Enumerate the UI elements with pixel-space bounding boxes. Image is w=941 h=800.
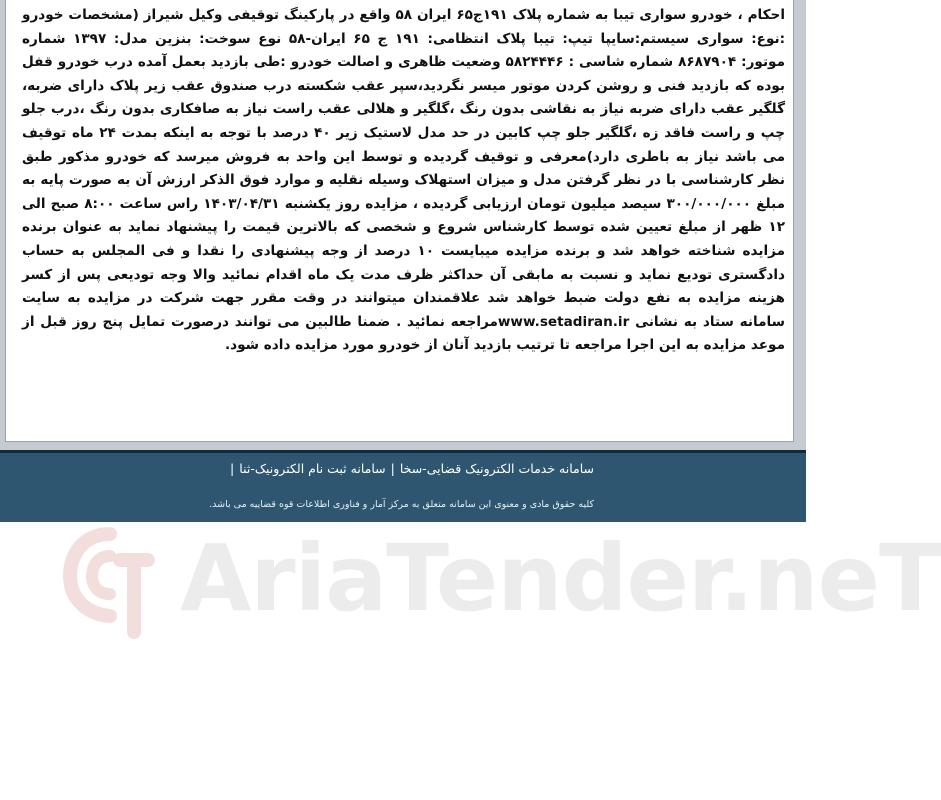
notice-text-part-2: مراجعه نمائید . ضمنا طالبین می توانند درصورت تمایل پنج روز قبل از موعد مزایده به این اجرا مراجعه تا ترتیب بازدید آنان از خودرو مورد مزایده داده شود. <box>22 313 785 354</box>
footer-separator-end: | <box>230 461 235 476</box>
footer-copyright: کلیه حقوق مادی و معنوی این سامانه متعلق به مرکز آمار و فناوری اطلاعات قوه قضاییه می باشد. <box>209 499 594 510</box>
footer-link-sana[interactable]: سامانه ثبت نام الکترونیک-ثنا <box>239 461 386 476</box>
footer-link-sakha[interactable]: سامانه خدمات الکترونیک قضایی-سخا <box>399 461 594 476</box>
footer-separator: | <box>390 461 395 476</box>
footer-links <box>225 461 594 476</box>
site-footer <box>0 450 806 522</box>
scrollbar-track[interactable] <box>794 0 806 442</box>
notice-panel <box>5 0 794 442</box>
notice-text-part-1: احکام ، خودرو سواری تیبا به شماره پلاک ۱۹۱ج۶۵ ایران ۵۸ واقع در پارکینگ توقیفی وکیل شیراز (مشخصات خودرو :نوع: سواری سیستم:سایپا تیپ: تیبا پلاک انتظامی: ۱۹۱ ج ۶۵ ایران-۵۸ نوع سوخت: بنزین مدل: ۱۳۹۷ شماره موتور: ۸۶۸۷۹۰۴ شماره شاسی : ۵۸۲۴۴۴۶ وضعیت ظاهری و اصالت خودرو :طی بازدید بعمل آمده درب خودرو قفل بوده که بازدید فنی و روشن کردن موتور میسر نگردید،سپر عقب شکسته درب صندوق عقب زیر پلاک دارای ضربه، گلگیر عقب دارای ضربه نیاز به نقاشی بدون رنگ ،گلگیر و هلالی عقب راست نیاز به صافکاری بدون رنگ ،درب جلو چپ و راست فاقد زه ،گلگیر جلو چپ کابین در حد مدل لاستیک زیر ۴۰ درصد با توجه به اینکه بمدت ۲۴ ماه توقیف می باشد نیاز به باطری دارد)معرفی و توقیف گردیده و توسط این واحد به فروش میرسد که خودرو مذکور طبق نظر کارشناسی با در نظر گرفتن مدل و میزان استهلاک وسیله نقلیه و موارد فوق الذکر ارزش آن به صورت پایه به مبلغ ۳۰۰/۰۰۰/۰۰۰ سیصد میلیون تومان ارزیابی گردیده ، مزایده روز یکشنبه ۱۴۰۳/۰۴/۳۱ راس ساعت ۸:۰۰ صبح الی ۱۲ ظهر از مبلغ تعیین شده توسط کارشناس شروع و شخصی که بالاترین قیمت را پیشنهاد نماید به عنوان برنده مزایده شناخته خواهد شد و برنده مزایده میبایست ۱۰ درصد از وجه پیشنهادی را نقدا و فی المجلس به حساب دادگستری تودیع نماید و نسبت به مابقی آن حداکثر ظرف مدت یک ماه اقدام نمائید والا وجه تودیعی پس از کسر هزینه مزایده به نفع دولت ضبط خواهد شد علاقمندان میتوانند در وقت مقرر جهت شرکت در مزایده به سایت سامانه ستاد به نشانی <box>22 7 786 330</box>
watermark <box>60 520 941 650</box>
auction-notice-text <box>22 4 785 358</box>
setadiran-link[interactable]: www.setadiran.ir <box>497 313 630 330</box>
ariatender-logo-icon <box>60 520 170 640</box>
content-frame <box>0 0 806 450</box>
watermark-brand-text: AriaTender.neT <box>180 525 941 632</box>
